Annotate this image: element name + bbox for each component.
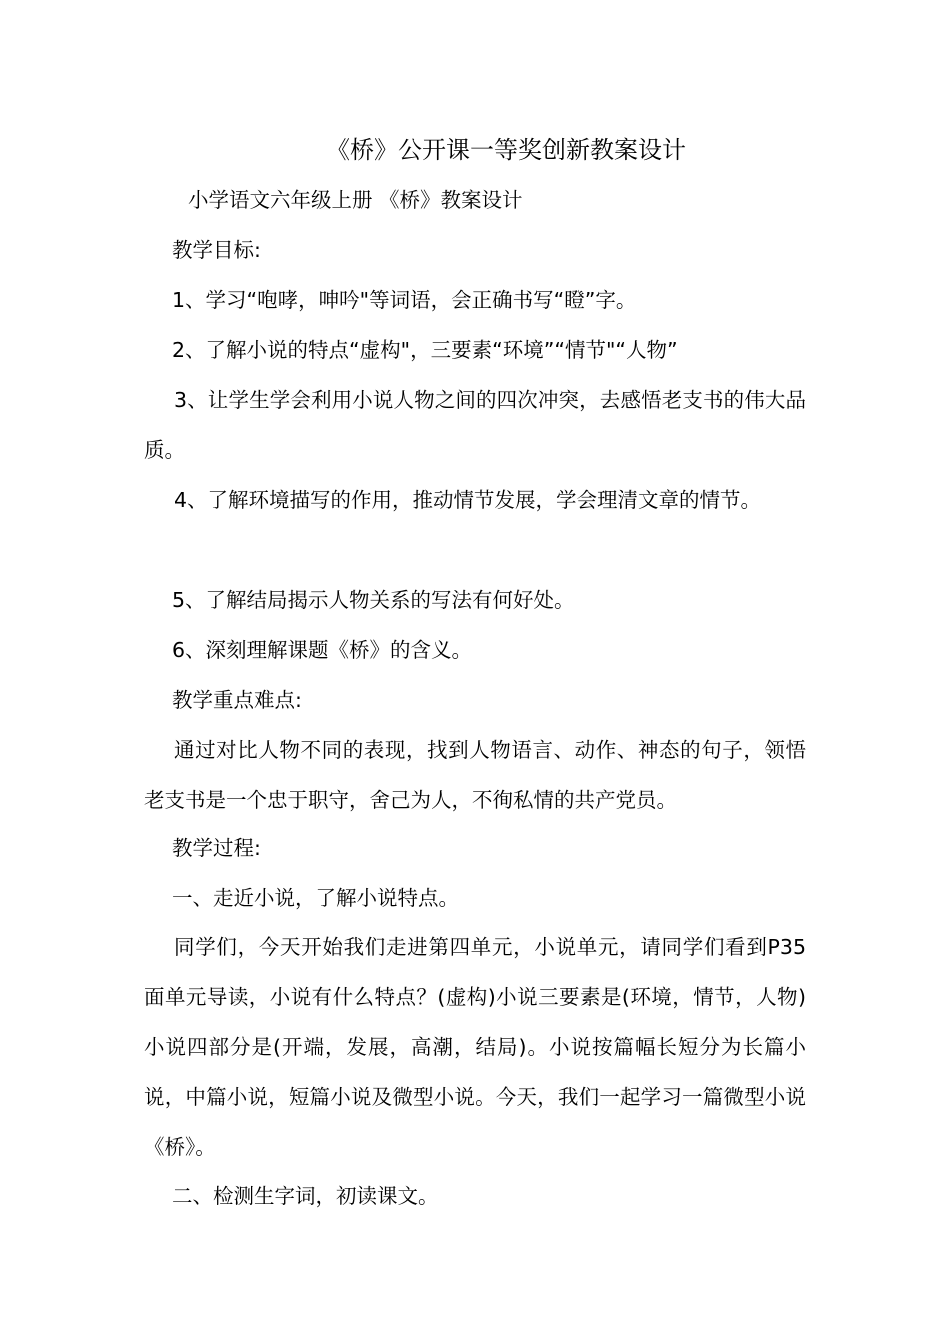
objective-item: 1、学习“咆哮，呻吟"等词语，会正确书写“瞪”字。 [172,288,637,312]
objectives-heading: 教学目标: [172,238,261,262]
section-two-heading: 二、检测生字词，初读课文。 [172,1184,439,1208]
objective-item: 5、了解结局揭示人物关系的写法有何好处。 [172,588,575,612]
section-one-heading: 一、走近小说，了解小说特点。 [172,886,459,910]
key-points-paragraph: 通过对比人物不同的表现，找到人物语言、动作、神态的句子，领悟老支书是一个忠于职守，舍己为人，不徇私情的共产党员。 [144,738,806,812]
process-heading: 教学过程: [172,836,261,860]
document-subtitle: 小学语文六年级上册 《桥》教案设计 [188,188,523,212]
objective-item: 6、深刻理解课题《桥》的含义。 [172,638,473,662]
key-points-heading: 教学重点难点: [172,688,302,712]
section-one-paragraph: 同学们，今天开始我们走进第四单元，小说单元，请同学们看到P35面单元导读，小说有什么特点？(虚构)小说三要素是(环境，情节，人物)小说四部分是(开端，发展，高潮，结局)。小说按篇幅长短分为长篇小说，中篇小说，短篇小说及微型小说。今天，我们一起学习一篇微型小说《桥》。 [144,935,806,1159]
objective-item: 4、了解环境描写的作用，推动情节发展，学会理清文章的情节。 [174,488,762,512]
objective-item: 2、了解小说的特点“虚构"，三要素“环境”“情节"“人物” [172,338,678,362]
document-title: 《桥》公开课一等奖创新教案设计 [326,136,686,164]
objective-item: 3、让学生学会利用小说人物之间的四次冲突，去感悟老支书的伟大品质。 [144,388,806,462]
